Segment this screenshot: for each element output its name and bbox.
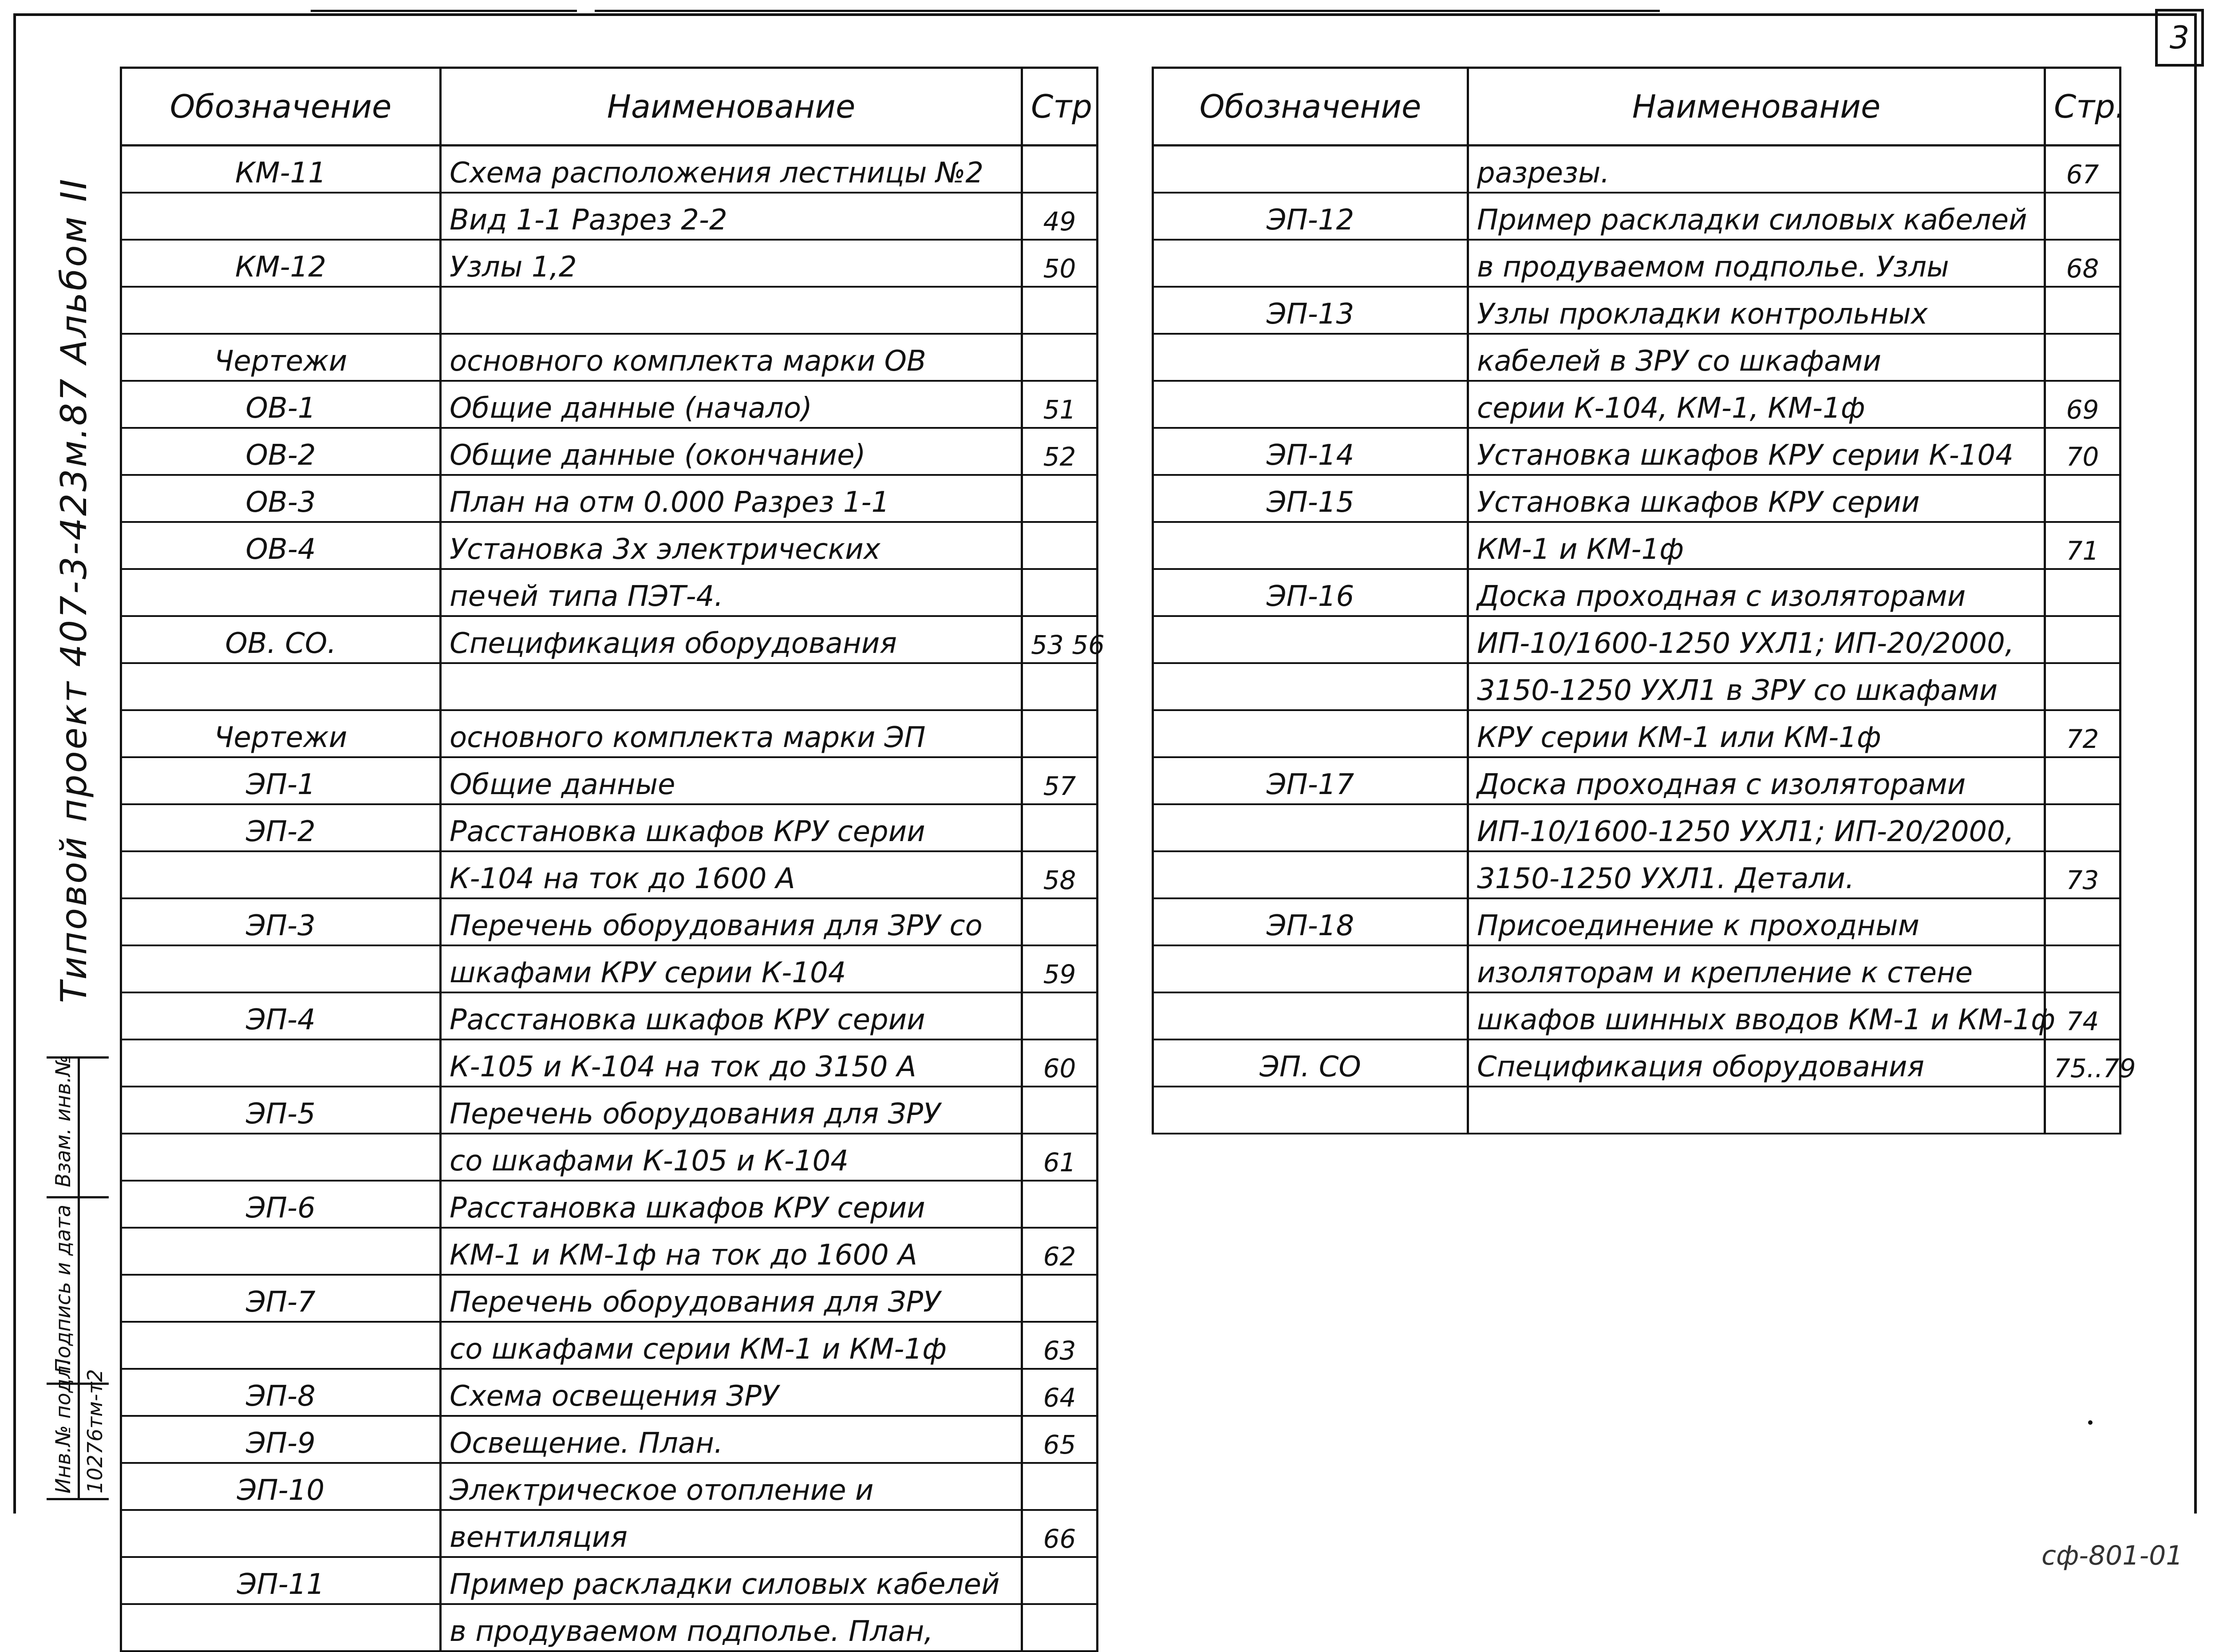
cell-page: 50 [1022,240,1098,287]
table-row [121,1275,1098,1322]
cell-page [1022,1604,1098,1651]
table-row [121,1134,1098,1181]
cell-name: Установка 3х электрических [441,522,1022,569]
cell-name [441,287,1022,334]
cell-name: Перечень оборудования для ЗРУ со [441,898,1022,945]
top-rule [595,10,1660,12]
cell-code [1153,381,1468,428]
table-row [1153,146,2120,193]
cell-code: ЭП-6 [121,1181,441,1228]
table-row [121,663,1098,710]
table-row [121,804,1098,851]
cell-name: шкафов шинных вводов КМ-1 и КМ-1ф [1468,992,2045,1039]
cell-code: ЭП-16 [1153,569,1468,616]
cell-name: Перечень оборудования для ЗРУ [441,1087,1022,1134]
cell-code [1153,804,1468,851]
cell-page [1022,334,1098,381]
cell-code: ЭП-17 [1153,757,1468,804]
cell-page [1022,287,1098,334]
cell-code: ЭП. СО [1153,1039,1468,1087]
table-row [1153,287,2120,334]
cell-name: шкафами КРУ серии К-104 [441,945,1022,992]
side-title: Типовой проект 407-3-423м.87 Альбом II [53,177,95,1003]
table-row [121,522,1098,569]
cell-name: со шкафами К-105 и К-104 [441,1134,1022,1181]
table-row [121,428,1098,475]
cell-code: ЭП-9 [121,1416,441,1463]
table-row [1153,945,2120,992]
cell-page: 72 [2045,710,2120,757]
cell-name: Расстановка шкафов КРУ серии [441,804,1022,851]
cell-page: 51 [1022,381,1098,428]
cell-code [1153,851,1468,898]
cell-name: основного комплекта марки ОВ [441,334,1022,381]
cell-name: со шкафами серии КМ-1 и КМ-1ф [441,1322,1022,1369]
table-row [121,240,1098,287]
cell-code [121,663,441,710]
cell-name: Расстановка шкафов КРУ серии [441,992,1022,1039]
cell-page [2045,804,2120,851]
cell-code: ЭП-5 [121,1087,441,1134]
cell-name: К-105 и К-104 на ток до 3150 А [441,1039,1022,1087]
cell-code [121,1134,441,1181]
cell-page: 74 [2045,992,2120,1039]
table-row [121,1557,1098,1604]
cell-name: Перечень оборудования для ЗРУ [441,1275,1022,1322]
cell-page [1022,1557,1098,1604]
cell-code [1153,710,1468,757]
cell-name: КРУ серии КМ-1 или КМ-1ф [1468,710,2045,757]
table-row [1153,193,2120,240]
cell-name: 3150-1250 УХЛ1 в ЗРУ со шкафами [1468,663,2045,710]
cell-code [1153,992,1468,1039]
top-rule [311,10,577,12]
cell-name: Общие данные (начало) [441,381,1022,428]
cell-code [121,287,441,334]
cell-page: 68 [2045,240,2120,287]
table-row [1153,1039,2120,1087]
table-row [121,475,1098,522]
cell-page: 73 [2045,851,2120,898]
cell-page: 57 [1022,757,1098,804]
cell-name: печей типа ПЭТ-4. [441,569,1022,616]
cell-page: 62 [1022,1228,1098,1275]
cell-code: ЭП-8 [121,1369,441,1416]
cell-code [121,851,441,898]
column-header-page: Стр [1022,68,1098,146]
table-row [1153,381,2120,428]
cell-code: ЭП-3 [121,898,441,945]
cell-name: Расстановка шкафов КРУ серии [441,1181,1022,1228]
table-row [121,1039,1098,1087]
cell-code [1153,1087,1468,1134]
cell-page: 75..79 [2045,1039,2120,1087]
cell-name: изоляторам и крепление к стене [1468,945,2045,992]
table-row [121,1322,1098,1369]
cell-page: 59 [1022,945,1098,992]
cell-page: 70 [2045,428,2120,475]
cell-page [1022,146,1098,193]
stamp-inv-label: Инв.№ подл. [51,1359,75,1494]
cell-code [121,1228,441,1275]
cell-code: ЭП-18 [1153,898,1468,945]
cell-page [2045,569,2120,616]
cell-name: Пример раскладки силовых кабелей [441,1557,1022,1604]
cell-code [121,1322,441,1369]
table-row [121,898,1098,945]
cell-code [121,193,441,240]
table-row [121,1228,1098,1275]
stamp-vzam-label: Взам. инв.№ [51,1055,75,1187]
bottom-code: сф-801-01 [2041,1540,2183,1571]
column-header-name: Наименование [1468,68,2045,146]
table-row [1153,851,2120,898]
cell-page [1022,1087,1098,1134]
contents-rows-right [1153,146,2136,1134]
cell-code: КМ-11 [121,146,441,193]
cell-code [1153,616,1468,663]
cell-page: 61 [1022,1134,1098,1181]
cell-code: ЭП-2 [121,804,441,851]
cell-page [2045,663,2120,710]
table-row [1153,475,2120,522]
cell-code: ОВ-3 [121,475,441,522]
cell-page [1022,569,1098,616]
cell-name: Доска проходная с изоляторами [1468,569,2045,616]
cell-page: 58 [1022,851,1098,898]
table-row [1153,757,2120,804]
table-row [121,616,1098,663]
cell-name: Общие данные [441,757,1022,804]
cell-page [1022,475,1098,522]
table-row [121,146,1098,193]
cell-name: серии К-104, КМ-1, КМ-1ф [1468,381,2045,428]
cell-page [1022,1181,1098,1228]
table-row [1153,1087,2120,1134]
table-header-row [1153,68,2120,146]
cell-name: Пример раскладки силовых кабелей [1468,193,2045,240]
cell-code [121,1604,441,1651]
cell-name: План на отм 0.000 Разрез 1-1 [441,475,1022,522]
page-number-box [2155,9,2204,67]
cell-page: 71 [2045,522,2120,569]
cell-page [2045,475,2120,522]
table-row [1153,804,2120,851]
cell-name: вентиляция [441,1510,1022,1557]
cell-name: КМ-1 и КМ-1ф [1468,522,2045,569]
cell-name: кабелей в ЗРУ со шкафами [1468,334,2045,381]
table-row [1153,898,2120,945]
cell-code [121,945,441,992]
cell-page: 49 [1022,193,1098,240]
cell-name: Доска проходная с изоляторами [1468,757,2045,804]
table-row [1153,428,2120,475]
table-row [121,381,1098,428]
table-row [1153,663,2120,710]
table-row [121,1510,1098,1557]
table-row [1153,522,2120,569]
table-row [1153,569,2120,616]
stamp-row-divider [47,1196,109,1198]
cell-page: 67 [2045,146,2120,193]
table-row [121,1181,1098,1228]
column-header-code: Обозначение [1153,68,1468,146]
cell-page [2045,193,2120,240]
cell-name [441,663,1022,710]
table-row [121,334,1098,381]
table-row [121,992,1098,1039]
table-row [121,1087,1098,1134]
cell-name: Электрическое отопление и [441,1463,1022,1510]
cell-name: в продуваемом подполье. План, [441,1604,1022,1651]
cell-name: ИП-10/1600-1250 УХЛ1; ИП-20/2000, [1468,804,2045,851]
cell-name: КМ-1 и КМ-1ф на ток до 1600 А [441,1228,1022,1275]
cell-code: ЭП-15 [1153,475,1468,522]
cell-page [2045,334,2120,381]
cell-code: ЭП-12 [1153,193,1468,240]
cell-code: ОВ. СО. [121,616,441,663]
cell-name: Схема расположения лестницы №2 [441,146,1022,193]
cell-name: Схема освещения ЗРУ [441,1369,1022,1416]
cell-page [2045,898,2120,945]
table-row [121,287,1098,334]
cell-name [1468,1087,2045,1134]
cell-name: основного комплекта марки ЭП [441,710,1022,757]
cell-page: 64 [1022,1369,1098,1416]
cell-name: Спецификация оборудования [1468,1039,2045,1087]
cell-name: Общие данные (окончание) [441,428,1022,475]
cell-code: ЭП-11 [121,1557,441,1604]
cell-code: ОВ-1 [121,381,441,428]
cell-code [1153,334,1468,381]
table-row [121,1463,1098,1510]
cell-code: Чертежи [121,334,441,381]
cell-code: ЭП-13 [1153,287,1468,334]
table-row [121,569,1098,616]
table-row [121,851,1098,898]
cell-name: 3150-1250 УХЛ1. Детали. [1468,851,2045,898]
cell-name: Узлы прокладки контрольных [1468,287,2045,334]
cell-page [1022,804,1098,851]
cell-code [1153,522,1468,569]
table-row [121,1369,1098,1416]
cell-code [1153,945,1468,992]
table-row [1153,334,2120,381]
cell-name: Установка шкафов КРУ серии К-104 [1468,428,2045,475]
column-header-name: Наименование [441,68,1022,146]
table-row [121,1416,1098,1463]
stamp-podpis-label: Подпись и дата [51,1204,75,1374]
table-row [121,710,1098,757]
cell-name: Присоединение к проходным [1468,898,2045,945]
cell-code [121,1039,441,1087]
cell-code: КМ-12 [121,240,441,287]
table-row [1153,616,2120,663]
cell-name: Вид 1-1 Разрез 2-2 [441,193,1022,240]
contents-table-left [120,67,1105,1652]
cell-page: 65 [1022,1416,1098,1463]
cell-page [1022,522,1098,569]
cell-name: ИП-10/1600-1250 УХЛ1; ИП-20/2000, [1468,616,2045,663]
table-row [121,945,1098,992]
cell-code [121,569,441,616]
column-header-page: Стр. [2045,68,2120,146]
cell-name: в продуваемом подполье. Узлы [1468,240,2045,287]
cell-code [1153,146,1468,193]
table-row [1153,710,2120,757]
cell-page: 60 [1022,1039,1098,1087]
cell-name: Узлы 1,2 [441,240,1022,287]
cell-name: Установка шкафов КРУ серии [1468,475,2045,522]
title-stamp [47,1056,109,1500]
stamp-divider [78,1059,80,1498]
cell-code: ЭП-10 [121,1463,441,1510]
cell-code [1153,240,1468,287]
cell-page: 63 [1022,1322,1098,1369]
stamp-inv-value: 10276тм-т2 [83,1369,107,1494]
table-row [121,193,1098,240]
cell-page [2045,616,2120,663]
cell-page: 69 [2045,381,2120,428]
cell-page: 66 [1022,1510,1098,1557]
table-row [1153,240,2120,287]
cell-page [2045,1087,2120,1134]
cell-page [1022,710,1098,757]
cell-code: ОВ-4 [121,522,441,569]
cell-code: ЭП-14 [1153,428,1468,475]
cell-page: 53 56 [1022,616,1098,663]
cell-page [2045,287,2120,334]
cell-page [1022,1463,1098,1510]
cell-page [1022,1275,1098,1322]
cell-page [2045,757,2120,804]
cell-page [2045,945,2120,992]
contents-rows-left [121,146,1105,1652]
cell-name: Спецификация оборудования [441,616,1022,663]
ink-dot [2088,1420,2093,1425]
contents-table-right [1152,67,2136,1134]
cell-code: ЭП-7 [121,1275,441,1322]
cell-code: ЭП-4 [121,992,441,1039]
cell-code [121,1510,441,1557]
cell-code [1153,663,1468,710]
column-header-code: Обозначение [121,68,441,146]
cell-name: разрезы. [1468,146,2045,193]
cell-code: Чертежи [121,710,441,757]
table-row [1153,992,2120,1039]
cell-page [1022,663,1098,710]
cell-code: ЭП-1 [121,757,441,804]
table-row [121,757,1098,804]
cell-page [1022,898,1098,945]
cell-page [1022,992,1098,1039]
cell-page: 52 [1022,428,1098,475]
cell-name: К-104 на ток до 1600 А [441,851,1022,898]
table-header-row [121,68,1098,146]
page-number: 3 [2169,20,2190,56]
cell-code: ОВ-2 [121,428,441,475]
table-row [121,1604,1098,1651]
cell-name: Освещение. План. [441,1416,1022,1463]
